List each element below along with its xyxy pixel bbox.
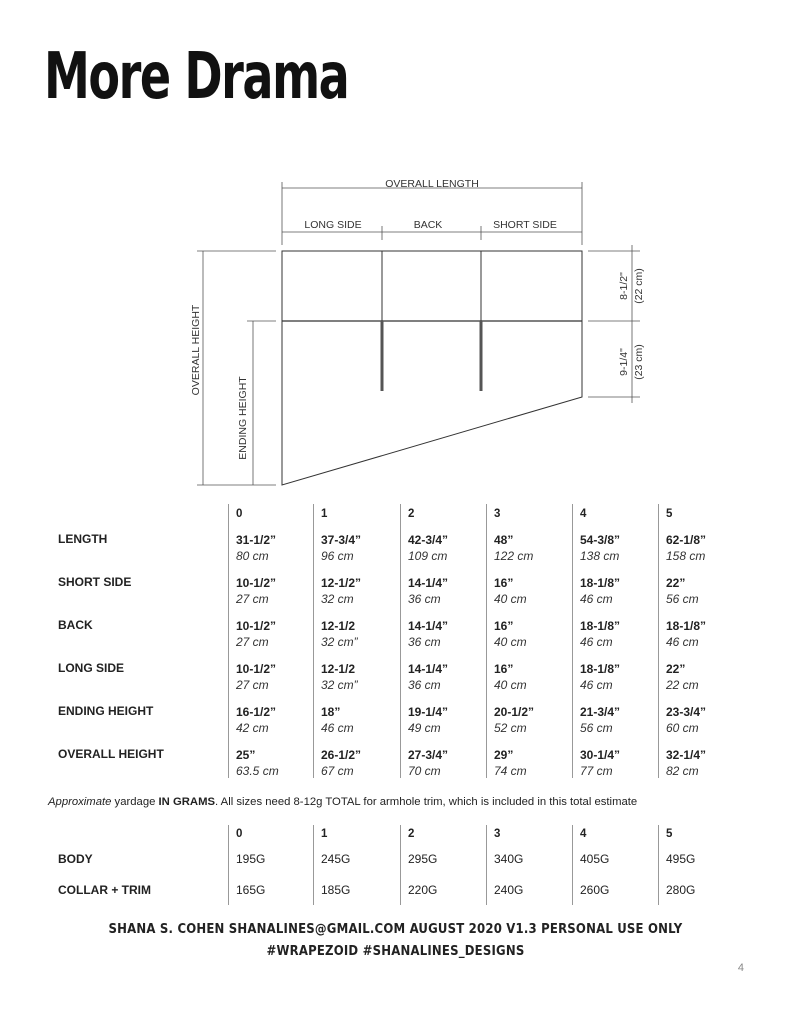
table-cell: 18” 46 cm [321, 705, 354, 735]
table-cell: 27-3/4” 70 cm [408, 748, 449, 778]
table-cell: 195G [236, 852, 266, 866]
table-cell: 22” 56 cm [666, 576, 699, 606]
size-header: 0 [236, 828, 243, 840]
table-cell: 245G [321, 852, 351, 866]
row-label-back: BACK [58, 618, 93, 632]
table-cell: 25” 63.5 cm [236, 748, 279, 778]
size-header: 5 [666, 828, 673, 840]
table-cell: 16” 40 cm [494, 619, 527, 649]
row-label-collar-trim: COLLAR + TRIM [58, 883, 151, 897]
table-cell: 18-1/8” 46 cm [580, 576, 621, 606]
table-cell: 19-1/4” 49 cm [408, 705, 449, 735]
table-cell: 20-1/2” 52 cm [494, 705, 535, 735]
table-cell: 23-3/4” 60 cm [666, 705, 707, 735]
row-label-body: BODY [58, 852, 93, 866]
table-cell: 32-1/4” 82 cm [666, 748, 707, 778]
table-cell: 16-1/2” 42 cm [236, 705, 277, 735]
mid-dim-inches: 9-1/4" [618, 348, 630, 376]
top-dim-cm: (22 cm) [633, 268, 645, 304]
page-number: 4 [737, 962, 744, 974]
page-title: More Drama [44, 40, 349, 114]
size-header: 3 [494, 508, 501, 520]
row-label-ending-height: ENDING HEIGHT [58, 704, 154, 718]
table-cell: 54-3/8” 138 cm [580, 533, 621, 563]
table-cell: 14-1/4” 36 cm [408, 576, 449, 606]
table-cell: 18-1/8” 46 cm [580, 662, 621, 692]
row-label-long-side: LONG SIDE [58, 661, 125, 675]
table-cell: 31-1/2” 80 cm [236, 533, 277, 563]
table-cell: 12-1/2” 32 cm [321, 576, 362, 606]
overall-height-label: OVERALL HEIGHT [190, 304, 202, 396]
table-cell: 16” 40 cm [494, 576, 527, 606]
overall-length-label: OVERALL LENGTH [385, 178, 479, 190]
yardage-note: Approximate yardage IN GRAMS. All sizes need 8-12g TOTAL for armhole trim, which is included in this total estimate [48, 796, 638, 808]
table-cell: 12-1/2 32 cm” [321, 619, 358, 649]
row-label-length: LENGTH [58, 532, 108, 546]
table-cell: 10-1/2” 27 cm [236, 576, 277, 606]
table-cell: 340G [494, 852, 524, 866]
size-header: 5 [666, 508, 673, 520]
size-header: 3 [494, 828, 501, 840]
long-side-label: LONG SIDE [304, 219, 362, 231]
ending-height-label: ENDING HEIGHT [237, 376, 249, 460]
table-cell: 295G [408, 852, 438, 866]
table-cell: 48” 122 cm [494, 533, 534, 563]
table-cell: 42-3/4” 109 cm [408, 533, 449, 563]
table-cell: 12-1/2 32 cm” [321, 662, 358, 692]
table-cell: 280G [666, 883, 696, 897]
footer-hashtags: #WRAPEZOID #SHANALINES_DESIGNS [266, 944, 525, 959]
table-cell: 10-1/2” 27 cm [236, 662, 277, 692]
table-cell: 16” 40 cm [494, 662, 527, 692]
size-header: 1 [321, 508, 328, 520]
top-dim-inches: 8-1/2" [618, 272, 630, 300]
table-cell: 220G [408, 883, 438, 897]
table-cell: 22” 22 cm [666, 662, 699, 692]
size-header: 4 [580, 828, 587, 840]
slit-1 [381, 321, 384, 391]
table-cell: 21-3/4” 56 cm [580, 705, 621, 735]
table-cell: 14-1/4” 36 cm [408, 619, 449, 649]
table-cell: 29” 74 cm [494, 748, 527, 778]
size-header: 4 [580, 508, 587, 520]
schematic-diagram [0, 0, 791, 500]
size-header: 2 [408, 508, 415, 520]
table-cell: 185G [321, 883, 351, 897]
size-header: 0 [236, 508, 243, 520]
row-label-overall-height: OVERALL HEIGHT [58, 747, 164, 761]
table-cell: 165G [236, 883, 266, 897]
table-cell: 10-1/2” 27 cm [236, 619, 277, 649]
table-cell: 240G [494, 883, 524, 897]
mid-dim-cm: (23 cm) [633, 344, 645, 380]
table-cell: 37-3/4” 96 cm [321, 533, 362, 563]
size-header: 2 [408, 828, 415, 840]
size-header: 1 [321, 828, 328, 840]
slit-2 [480, 321, 483, 391]
footer-credits: SHANA S. COHEN SHANALINES@GMAIL.COM AUGUST 2020 V1.3 PERSONAL USE ONLY [108, 922, 683, 937]
table-cell: 26-1/2” 67 cm [321, 748, 362, 778]
trapezoid-shape [282, 251, 582, 485]
row-label-short-side: SHORT SIDE [58, 575, 132, 589]
table-cell: 14-1/4” 36 cm [408, 662, 449, 692]
table-cell: 260G [580, 883, 610, 897]
back-label: BACK [413, 219, 443, 231]
table-cell: 18-1/8” 46 cm [666, 619, 707, 649]
table-cell: 62-1/8” 158 cm [666, 533, 707, 563]
table-cell: 495G [666, 852, 696, 866]
table-cell: 30-1/4” 77 cm [580, 748, 621, 778]
short-side-label: SHORT SIDE [493, 219, 557, 231]
table-cell: 18-1/8” 46 cm [580, 619, 621, 649]
table-cell: 405G [580, 852, 610, 866]
